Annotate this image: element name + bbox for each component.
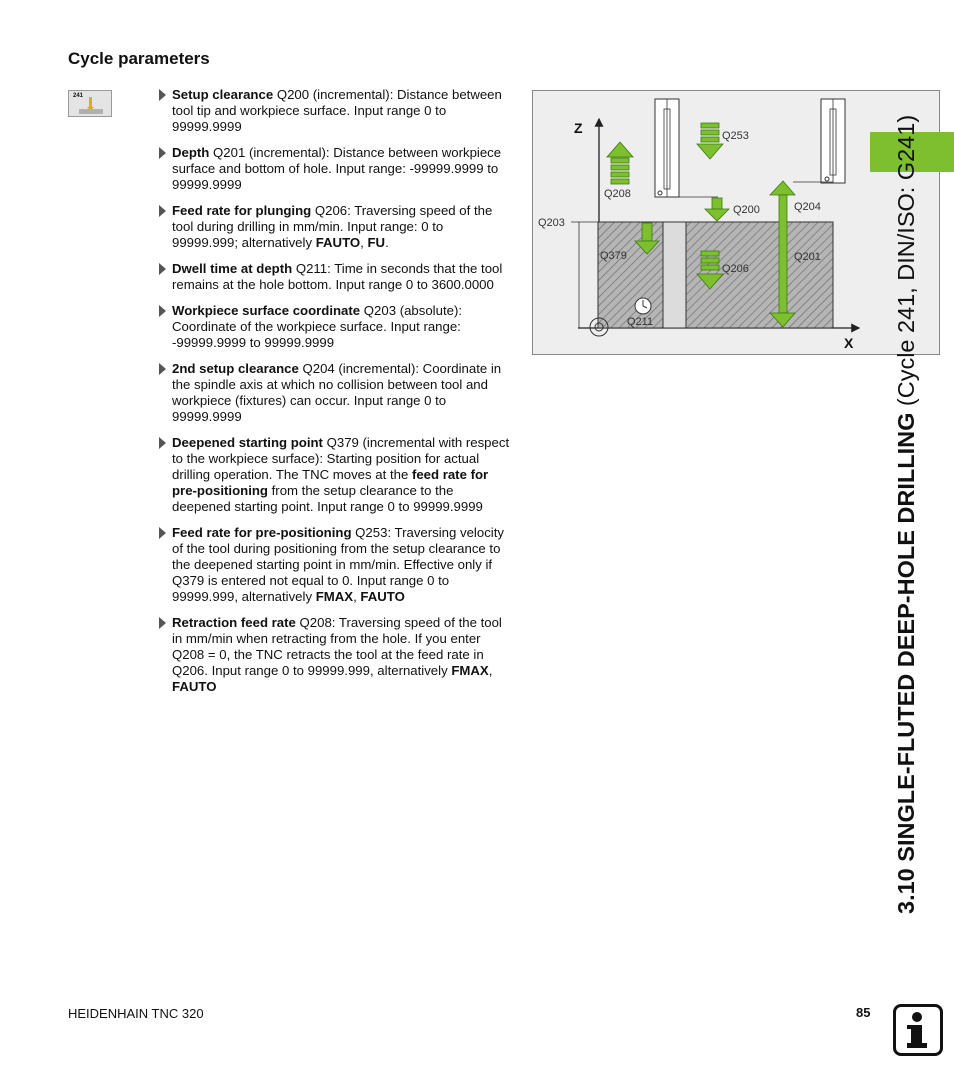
param-desc: from the setup clearance to the deepened starting point. Input range 0 to 99999.9999 — [172, 483, 483, 514]
param-name: Setup clearance — [172, 87, 274, 102]
bullet-triangle-icon — [159, 437, 166, 449]
param-name: Depth — [172, 145, 210, 160]
label-q208: Q208 — [604, 188, 631, 200]
param-keyword: FMAX — [315, 589, 354, 604]
parameter-list — [158, 87, 510, 705]
drill-cycle-icon[interactable] — [68, 90, 112, 117]
bullet-triangle-icon — [159, 147, 166, 159]
param-end: . — [385, 235, 389, 250]
param-name: 2nd setup clearance — [172, 361, 299, 376]
label-q253: Q253 — [722, 130, 749, 142]
dwell-clock-icon — [635, 298, 651, 314]
param-q200 — [158, 87, 510, 135]
param-q208 — [158, 615, 510, 695]
tool-left — [655, 99, 679, 197]
param-keyword: FU — [367, 235, 386, 250]
page-number: 85 — [856, 1005, 871, 1020]
param-name: Feed rate for pre-positioning — [172, 525, 352, 540]
bullet-triangle-icon — [159, 263, 166, 275]
bullet-triangle-icon — [159, 363, 166, 375]
drill-glyph-icon — [69, 91, 111, 116]
param-q201 — [158, 145, 510, 193]
param-q211 — [158, 261, 510, 293]
param-desc: Q253: Traversing velocity of the tool during positioning from the setup clearance to the deepened starting point in mm/min. Effective only if Q379 is entered not equal to 0. Input range 0 to 99999.999, alternatively — [172, 525, 504, 604]
label-q206: Q206 — [722, 263, 749, 275]
param-name: Dwell time at depth — [172, 261, 293, 276]
chapter-title-main: 3.10 SINGLE-FLUTED DEEP-HOLE DRILLING — [893, 406, 919, 914]
param-name: Workpiece surface coordinate — [172, 303, 361, 318]
label-q200: Q200 — [733, 204, 760, 216]
param-desc: Q211: Time in seconds that the tool remains at the hole bottom. Input range 0 to 3600.0000 — [172, 261, 503, 292]
param-desc: Q203 (absolute): Coordinate of the workpiece surface. Input range: -99999.9999 to 99999.9999 — [172, 303, 463, 350]
cycle-diagram-svg — [533, 91, 941, 356]
param-desc: Q201 (incremental): Distance between workpiece surface and bottom of hole. Input range: -99999.9999 to 99999.9999 — [172, 145, 502, 192]
param-desc: Q379 (incremental with respect to the workpiece surface): Starting position for actual drilling operation. The TNC moves at the — [172, 435, 510, 482]
param-desc: Q204 (incremental): Coordinate in the spindle axis at which no collision between tool and workpiece (fixtures) can occur. Input range 0 to 99999.9999 — [172, 361, 502, 424]
z-axis-label: Z — [574, 120, 583, 136]
q208-arrow — [607, 142, 633, 184]
label-q201: Q201 — [794, 251, 821, 263]
bullet-triangle-icon — [159, 305, 166, 317]
chapter-title — [893, 34, 920, 914]
bullet-triangle-icon — [159, 617, 166, 629]
param-desc: Q208: Traversing speed of the tool in mm/min when retracting from the hole. If you enter Q208 = 0, the TNC retracts the tool at the feed rate in Q206. Input range 0 to 99999.999, alternatively — [172, 615, 502, 678]
param-q253 — [158, 525, 510, 605]
q253-arrow — [697, 123, 723, 159]
param-name: Feed rate for plunging — [172, 203, 312, 218]
param-q206 — [158, 203, 510, 251]
workpiece-left — [598, 222, 663, 328]
param-keyword: feed rate for pre-positioning — [172, 467, 489, 498]
param-sep: , — [488, 663, 493, 678]
param-sep: , — [360, 235, 368, 250]
q200-arrow — [667, 197, 729, 221]
param-keyword: FMAX — [451, 663, 489, 678]
param-keyword: FAUTO — [172, 679, 217, 694]
x-axis-label: X — [844, 335, 854, 351]
tool-right — [821, 99, 845, 183]
param-q203 — [158, 303, 510, 351]
label-q379: Q379 — [600, 250, 627, 262]
label-q204: Q204 — [794, 201, 821, 213]
cycle-diagram — [532, 90, 940, 355]
chapter-title-cycle: (Cycle 241, DIN/ISO: G241) — [893, 114, 919, 407]
bullet-triangle-icon — [159, 89, 166, 101]
label-q211: Q211 — [627, 316, 654, 328]
drill-hole — [663, 222, 686, 328]
param-sep: , — [353, 589, 361, 604]
param-name: Retraction feed rate — [172, 615, 296, 630]
param-name: Deepened starting point — [172, 435, 323, 450]
param-keyword: FAUTO — [360, 589, 405, 604]
param-q204 — [158, 361, 510, 425]
cycle-number: 241 — [73, 93, 84, 99]
bullet-triangle-icon — [159, 527, 166, 539]
info-icon — [893, 1004, 943, 1056]
param-keyword: FAUTO — [315, 235, 361, 250]
param-q379 — [158, 435, 510, 515]
bullet-triangle-icon — [159, 205, 166, 217]
label-q203: Q203 — [538, 217, 565, 229]
param-desc: Q206: Traversing speed of the tool during drilling in mm/min. Input range: 0 to 99999.999; alternatively — [172, 203, 493, 250]
section-title: Cycle parameters — [68, 49, 210, 68]
param-desc: Q200 (incremental): Distance between tool tip and workpiece surface. Input range 0 to 99999.9999 — [172, 87, 502, 134]
footer-product: HEIDENHAIN TNC 320 — [68, 1006, 204, 1021]
